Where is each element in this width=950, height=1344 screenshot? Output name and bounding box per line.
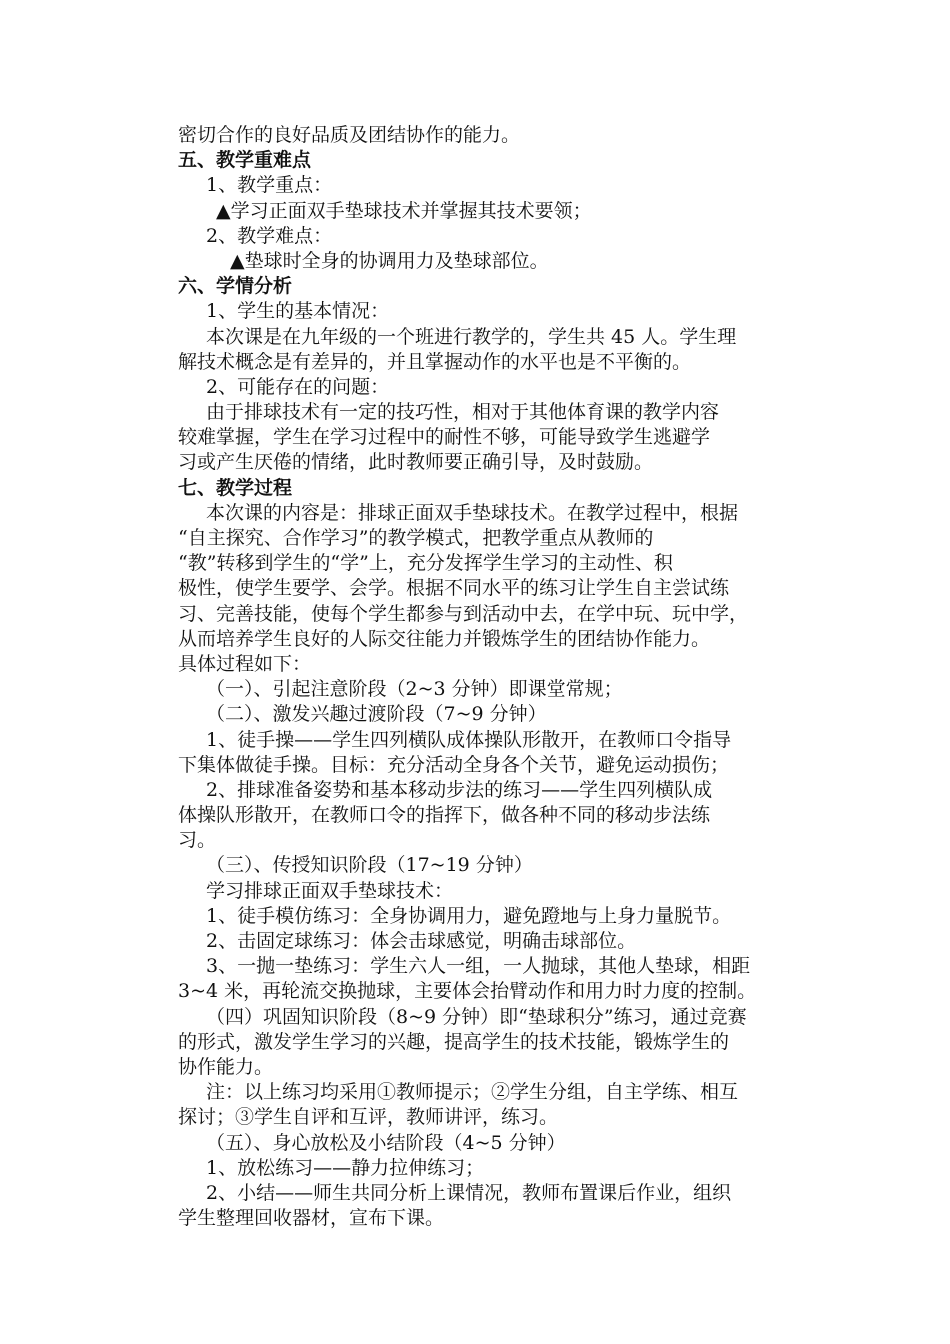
body-line: 密切合作的良好品质及团结协作的能力。 (178, 124, 521, 146)
body-line: 学生整理回收器材，宣布下课。 (178, 1207, 445, 1230)
document-page (178, 123, 818, 1231)
section-heading: 七、教学过程 (178, 476, 293, 499)
body-line: 本次课的内容是：排球正面双手垫球技术。在教学过程中，根据 (206, 501, 739, 524)
body-line: 1、徒手模仿练习：全身协调用力，避免蹬地与上身力量脱节。 (206, 904, 732, 927)
body-line: 2、击固定球练习：体会击球感觉，明确击球部位。 (206, 930, 637, 952)
subheading-line: 2、可能存在的问题： (206, 375, 390, 398)
body-line: 习。 (178, 829, 217, 852)
body-line: 解技术概念是有差异的，并且掌握动作的水平也是不平衡的。 (178, 350, 692, 373)
subheading-line: 1、学生的基本情况： (206, 300, 390, 323)
stage-line: （二）、激发兴趣过渡阶段（7~9 分钟） (206, 703, 547, 726)
subheading-line: 2、教学难点： (206, 224, 333, 247)
bullet-line: ▲垫球时全身的协调用力及垫球部位。 (230, 249, 549, 272)
note-line: 注：以上练习均采用①教师提示；②学生分组，自主学练、相互 (206, 1081, 739, 1104)
section-heading: 六、学情分析 (178, 275, 293, 298)
stage-line: （三）、传授知识阶段（17~19 分钟） (206, 854, 533, 877)
body-line: 习、完善技能，使每个学生都参与到活动中去，在学中玩、玩中学， (178, 602, 749, 625)
stage-line: （一）、引起注意阶段（2~3 分钟）即课堂常规； (206, 678, 623, 701)
body-line: 学习排球正面双手垫球技术： (206, 879, 454, 902)
body-line: 2、小结——师生共同分析上课情况，教师布置课后作业，组织 (206, 1181, 732, 1204)
body-line: 习或产生厌倦的情绪，此时教师要正确引导，及时鼓励。 (178, 451, 654, 474)
body-line: 极性，使学生要学、会学。根据不同水平的练习让学生自主尝试练 (178, 577, 730, 600)
body-line: 从而培养学生良好的人际交往能力并锻炼学生的团结协作能力。 (178, 627, 711, 650)
body-line: 由于排球技术有一定的技巧性，相对于其他体育课的教学内容 (206, 401, 720, 424)
body-line: “自主探究、合作学习”的教学模式，把教学重点从教师的 (178, 527, 654, 549)
body-line: 本次课是在九年级的一个班进行教学的，学生共 45 人。学生理 (206, 325, 737, 348)
body-line: 2、排球准备姿势和基本移动步法的练习——学生四列横队成 (206, 778, 713, 801)
body-line: “教”转移到学生的“学”上，充分发挥学生学习的主动性、积 (178, 552, 673, 575)
stage-line: （四）巩固知识阶段（8~9 分钟）即“垫球积分”练习，通过竞赛 (206, 1005, 747, 1028)
body-line: 体操队形散开，在教师口令的指挥下，做各种不同的移动步法练 (178, 804, 711, 827)
body-line: 3、一抛一垫练习：学生六人一组，一人抛球，其他人垫球，相距 (206, 955, 751, 978)
body-line: 的形式，激发学生学习的兴趣，提高学生的技术技能，锻炼学生的 (178, 1030, 730, 1053)
body-line: 1、放松练习——静力拉伸练习； (206, 1156, 485, 1179)
section-heading: 五、教学重难点 (178, 149, 312, 172)
note-line: 探讨；③学生自评和互评，教师讲评，练习。 (178, 1106, 559, 1129)
body-line: 较难掌握，学生在学习过程中的耐性不够，可能导致学生逃避学 (178, 426, 711, 449)
body-line: 1、徒手操——学生四列横队成体操队形散开，在教师口令指导 (206, 728, 732, 751)
body-line: 3~4 米，再轮流交换抛球，主要体会抬臂动作和用力时力度的控制。 (178, 980, 757, 1003)
body-line: 具体过程如下： (178, 652, 312, 675)
subheading-line: 1、教学重点： (206, 174, 333, 197)
body-line: 下集体做徒手操。目标：充分活动全身各个关节，避免运动损伤； (178, 753, 730, 776)
body-line: 协作能力。 (178, 1055, 274, 1078)
bullet-line: ▲学习正面双手垫球技术并掌握其技术要领； (216, 199, 592, 222)
stage-line: （五）、身心放松及小结阶段（4~5 分钟） (206, 1131, 566, 1154)
